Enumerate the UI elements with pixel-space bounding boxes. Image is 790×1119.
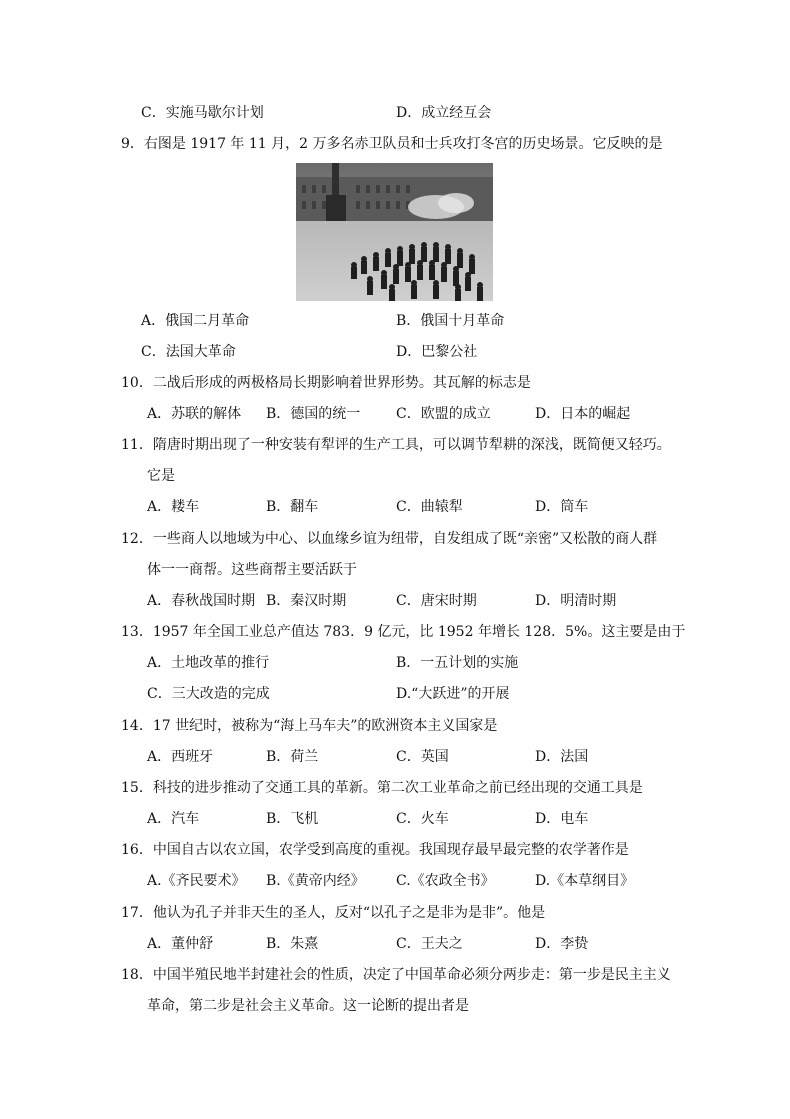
q17-stem: 17．他认为孔子并非天生的圣人，反对“以孔子之是非为是非”。他是 [121,905,546,921]
q17-option-b: B．朱熹 [266,936,319,952]
q12-option-a: A．春秋战国时期 [147,593,256,609]
q14-stem: 14．17 世纪时，被称为“海上马车夫”的欧洲资本主义国家是 [121,718,498,734]
q14-option-d: D．法国 [535,749,589,765]
winter-palace-photo [296,163,493,301]
q15-option-b: B．飞机 [266,811,319,827]
q10-stem: 10．二战后形成的两极格局长期影响着世界形势。其瓦解的标志是 [121,375,531,391]
q13-option-c: C．三大改造的完成 [147,686,270,702]
q10-option-b: B．德国的统一 [266,406,361,422]
q9-option-c: C．法国大革命 [141,344,236,360]
q16-stem: 16．中国自古以农立国，农学受到高度的重视。我国现存最早最完整的农学著作是 [121,842,629,858]
q13-option-d: D.“大跃进”的开展 [396,686,510,702]
q18-stem: 18．中国半殖民地半封建社会的性质，决定了中国革命必须分两步走：第一步是民主主义 [121,967,671,983]
q16-option-b: B.《黄帝内经》 [266,873,365,889]
q18-stem-continued: 革命，第二步是社会主义革命。这一论断的提出者是 [147,998,469,1014]
q9-option-a: A．俄国二月革命 [141,313,250,329]
q10-option-a: A．苏联的解体 [147,406,242,422]
q15-option-c: C．火车 [396,811,449,827]
q13-option-a: A．土地改革的推行 [147,655,270,671]
q9-option-d: D．巴黎公社 [396,344,478,360]
q10-option-d: D．日本的崛起 [535,406,631,422]
q15-option-d: D．电车 [535,811,589,827]
q16-option-a: A.《齐民要术》 [147,873,246,889]
q12-option-c: C．唐宋时期 [396,593,477,609]
q12-option-b: B．秦汉时期 [266,593,347,609]
q8-option-d: D．成立经互会 [396,105,492,121]
q12-option-d: D．明清时期 [535,593,617,609]
q11-option-a: A．耧车 [147,499,200,515]
q14-option-c: C．英国 [396,749,449,765]
q17-option-a: A．董仲舒 [147,936,214,952]
q15-stem: 15．科技的进步推动了交通工具的革新。第二次工业革命之前已经出现的交通工具是 [121,780,643,796]
q14-option-b: B．荷兰 [266,749,319,765]
q13-stem: 13．1957 年全国工业总产值达 783．9 亿元，比 1952 年增长 128．5%。这主要是由于 [121,624,686,640]
q9-stem: 9．右图是 1917 年 11 月，2 万多名赤卫队员和士兵攻打冬宫的历史场景。它反映的是 [121,136,663,152]
q11-option-c: C．曲辕犁 [396,499,463,515]
q10-option-c: C．欧盟的成立 [396,406,491,422]
q14-option-a: A．西班牙 [147,749,214,765]
q8-option-c: C．实施马歇尔计划 [141,105,264,121]
q17-option-c: C．王夫之 [396,936,463,952]
q17-option-d: D．李贽 [535,936,589,952]
q15-option-a: A．汽车 [147,811,200,827]
q11-option-b: B．翻车 [266,499,319,515]
q11-option-d: D．筒车 [535,499,589,515]
q16-option-d: D.《本草纲目》 [535,873,635,889]
q11-stem: 11．隋唐时期出现了一种安装有犁评的生产工具，可以调节犁耕的深浅，既简便又轻巧。 [121,437,671,453]
q11-stem-continued: 它是 [147,468,175,484]
q9-option-b: B．俄国十月革命 [396,313,505,329]
q12-stem: 12．一些商人以地域为中心、以血缘乡谊为纽带，自发组成了既“亲密”又松散的商人群 [121,531,658,547]
q16-option-c: C.《农政全书》 [396,873,495,889]
q12-stem-continued: 体一一商帮。这些商帮主要活跃于 [147,562,357,578]
q13-option-b: B．一五计划的实施 [396,655,519,671]
